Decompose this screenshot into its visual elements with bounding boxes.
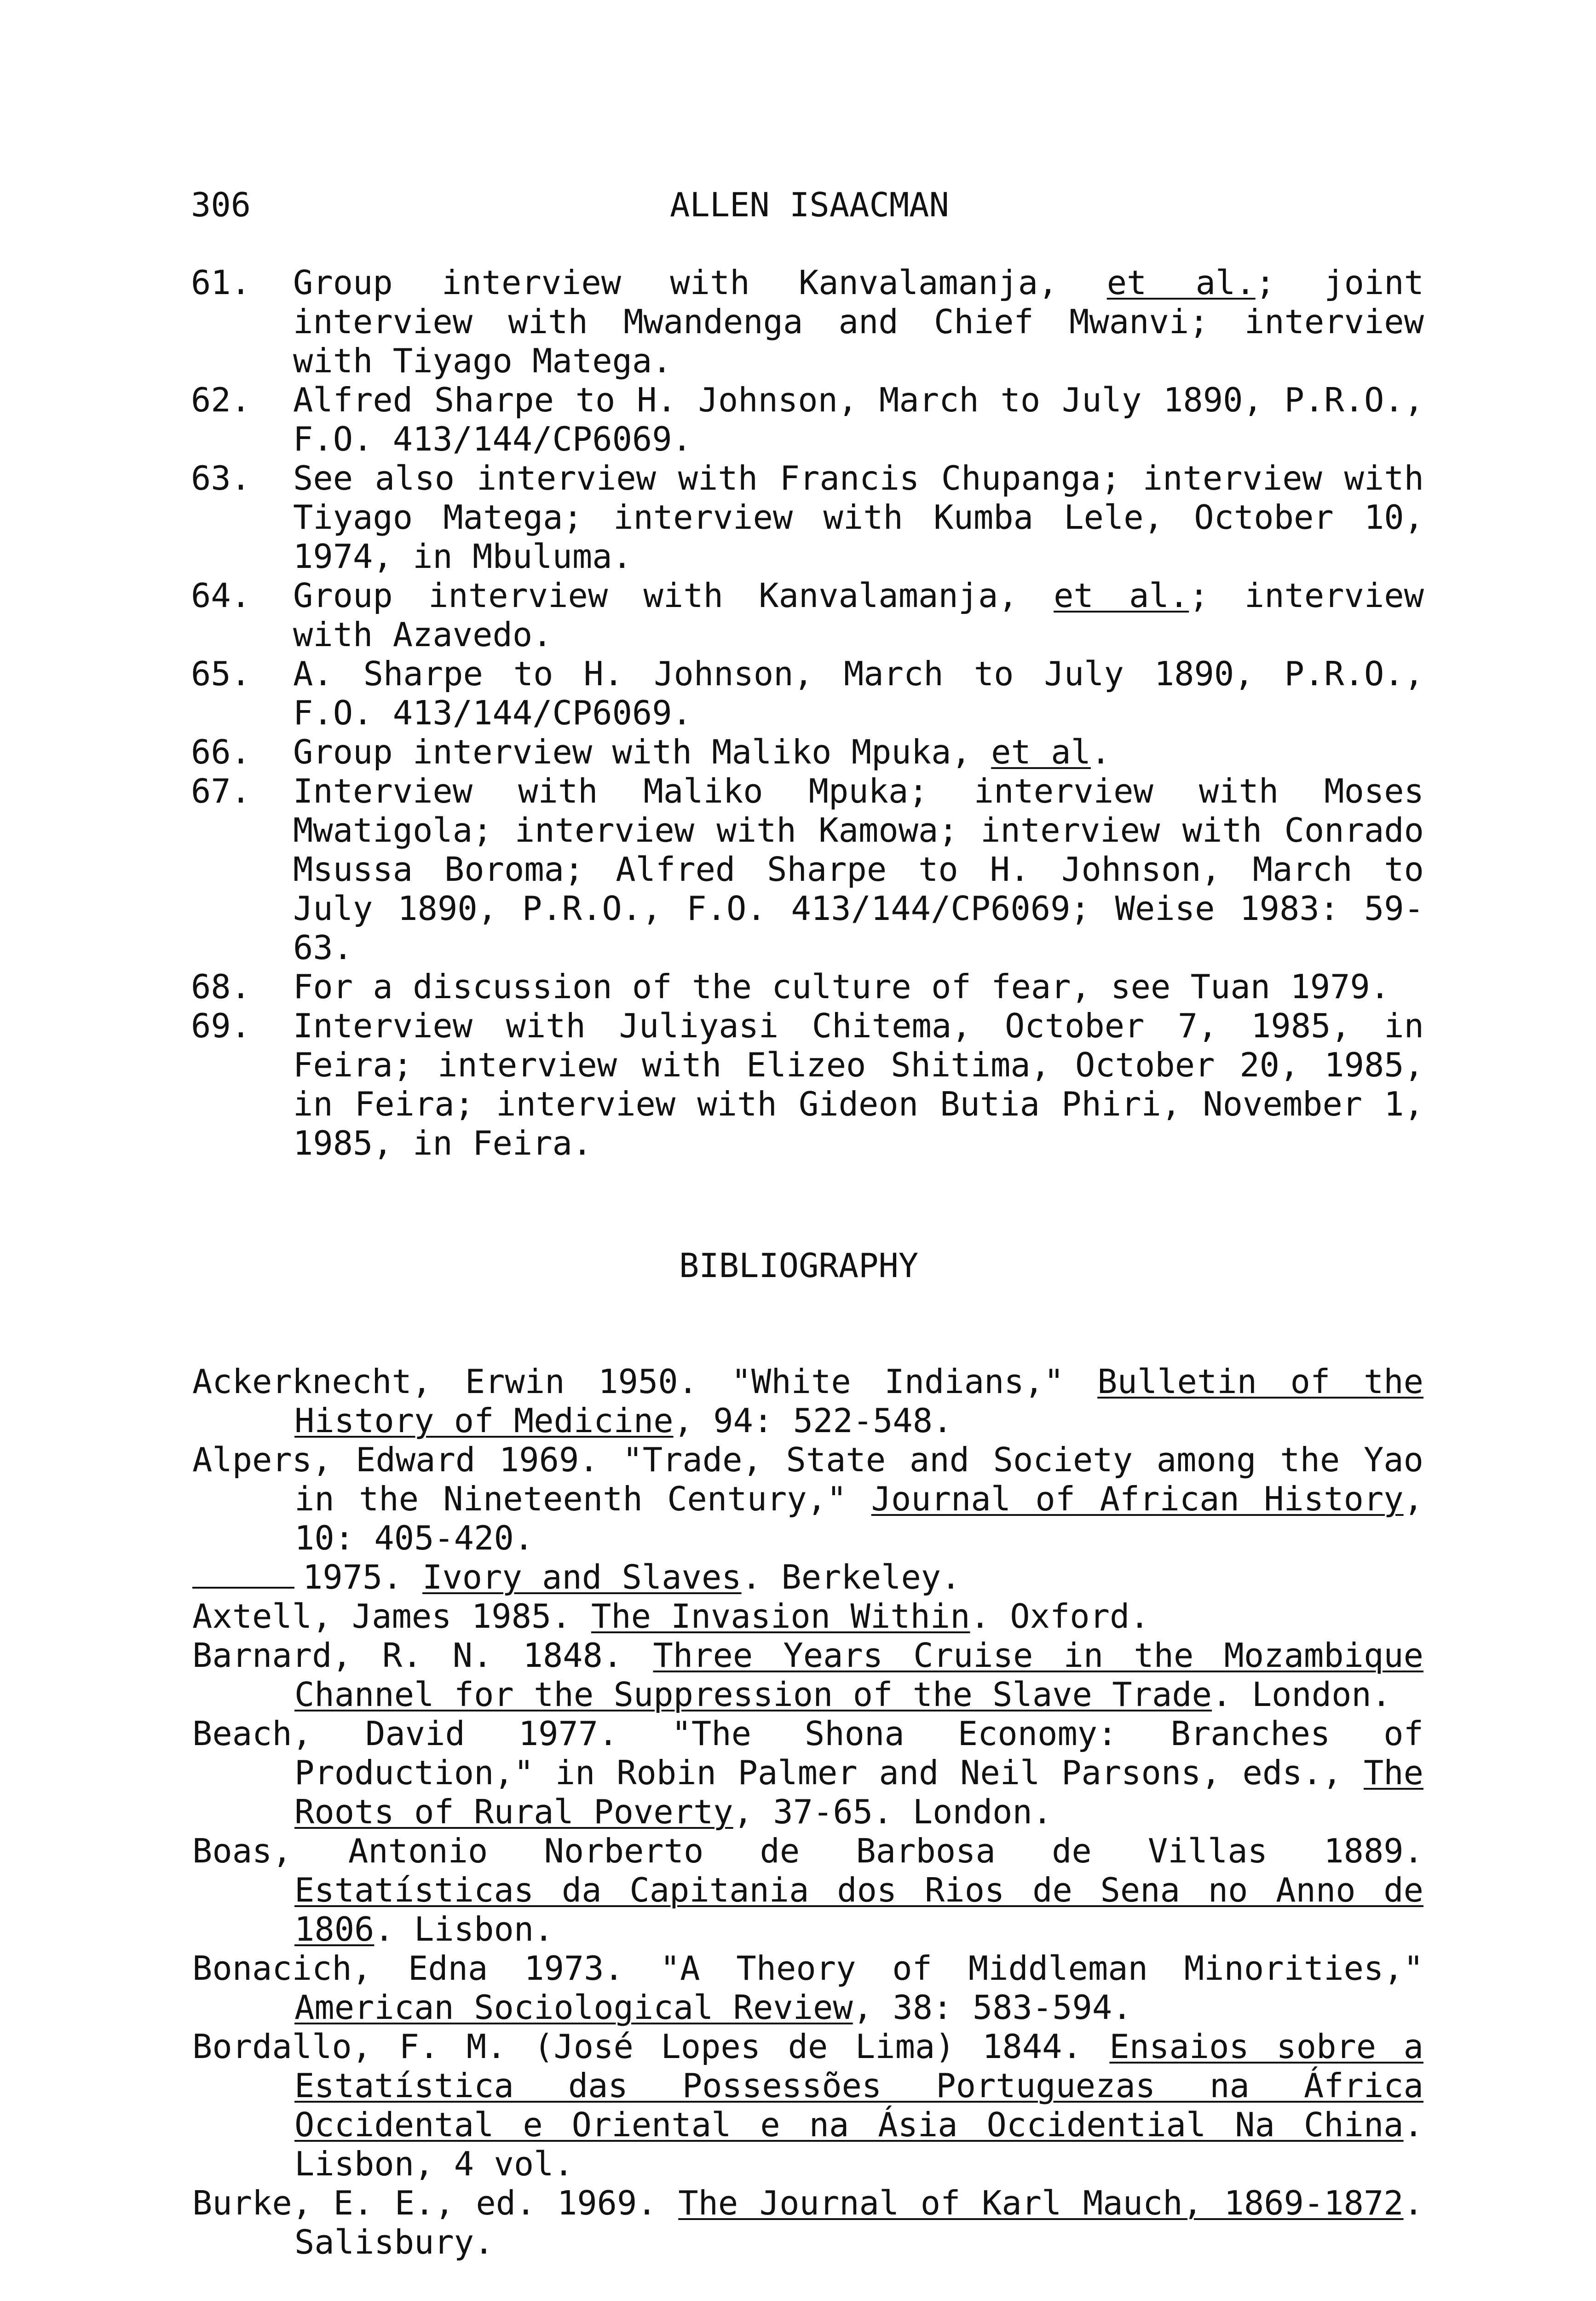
- citation-text: . Salisbury.: [294, 2184, 1423, 2261]
- bibliography-entry: [192, 1362, 1423, 1440]
- citation-title: The Roots of Rural Poverty: [294, 1753, 1423, 1831]
- citation-text: 1975.: [303, 1558, 423, 1596]
- endnote-number: 68.: [191, 967, 251, 1006]
- endnote: [191, 654, 1424, 733]
- citation-text: , 38: 583-594.: [853, 1988, 1132, 2027]
- endnote-italic-text: et al.: [1106, 263, 1256, 302]
- bibliography-entry: [192, 1558, 1423, 1597]
- bibliography-entry: [192, 1714, 1423, 1832]
- endnote: [191, 1006, 1424, 1163]
- endnote-text: See also interview with Francis Chupanga; interview with Tiyago Matega; interview with Kumba Lele, October 10, 1974, in Mbuluma.: [293, 459, 1424, 576]
- citation-text: Bordallo, F. M. (José Lopes de Lima) 1844.: [192, 2027, 1110, 2066]
- citation-text: , 10: 405-420.: [294, 1480, 1423, 1557]
- endnote: [191, 263, 1424, 381]
- bibliography-entry: [192, 2184, 1423, 2262]
- bibliography-entry: [192, 1832, 1423, 1949]
- bibliography-list: [192, 1362, 1423, 2262]
- endnote-number: 63.: [191, 459, 251, 497]
- endnote-text: Group interview with Kanvalamanja,: [293, 576, 1054, 615]
- running-head: ALLEN ISAACMAN: [670, 185, 949, 224]
- endnote-text: ; joint interview with Mwandenga and Chief Mwanvi; interview with Tiyago Matega.: [293, 263, 1424, 380]
- citation-title: Bulletin of the History of Medicine: [294, 1362, 1423, 1440]
- endnote-text: ; interview with Azavedo.: [293, 576, 1424, 654]
- endnote: [191, 576, 1424, 654]
- endnote-number: 66.: [191, 733, 251, 771]
- endnote: [191, 381, 1424, 459]
- endnote-number: 64.: [191, 576, 251, 615]
- endnote: [191, 459, 1424, 576]
- endnotes-list: [191, 263, 1424, 1163]
- citation-title: Journal of African History: [871, 1480, 1404, 1518]
- citation-text: Ackerknecht, Erwin 1950. "White Indians,": [192, 1362, 1098, 1401]
- endnote-number: 69.: [191, 1006, 251, 1045]
- citation-text: Bonacich, Edna 1973. "A Theory of Middleman Minorities,": [192, 1949, 1423, 1988]
- citation-title: The Invasion Within: [591, 1597, 970, 1636]
- endnote-number: 65.: [191, 654, 251, 693]
- citation-text: , 94: 522-548.: [673, 1401, 953, 1440]
- citation-text: , 37-65. London.: [733, 1792, 1053, 1831]
- endnote-text: Group interview with Kanvalamanja,: [293, 263, 1107, 302]
- endnote-text: Interview with Maliko Mpuka; interview with Moses Mwatigola; interview with Kamowa; interview with Conrado Msussa Boroma; Alfred Sharpe to H. Johnson, March to July 1890, P.R.O., F.O. 413/144/CP6069; Weise 1983: 59-63.: [293, 772, 1424, 967]
- endnote-number: 61.: [191, 263, 251, 302]
- citation-text: . Lisbon, 4 vol.: [294, 2105, 1423, 2183]
- citation-title: American Sociological Review: [294, 1988, 853, 2027]
- endnote-text: Alfred Sharpe to H. Johnson, March to July 1890, P.R.O., F.O. 413/144/CP6069.: [293, 381, 1424, 458]
- citation-title: Ensaios sobre a Estatística das Possessões Portuguezas na África Occidental e Oriental e na Ásia Occidential Na China: [294, 2027, 1424, 2144]
- page-number: 306: [191, 185, 251, 224]
- same-author-rule: [192, 1561, 294, 1589]
- endnote: [191, 772, 1424, 967]
- endnote-number: 62.: [191, 381, 251, 419]
- endnote: [191, 967, 1424, 1006]
- citation-text: Alpers, Edward 1969. "Trade, State and Society among the Yao in the Nineteenth Century,": [192, 1440, 1423, 1518]
- citation-title: Estatísticas da Capitania dos Rios de Sena no Anno de 1806: [294, 1871, 1423, 1948]
- citation-text: . Lisbon.: [374, 1910, 554, 1948]
- endnote: [191, 733, 1424, 772]
- citation-text: Axtell, James 1985.: [192, 1597, 591, 1636]
- citation-text: Burke, E. E., ed. 1969.: [192, 2184, 679, 2222]
- endnote-italic-text: et al: [991, 733, 1091, 771]
- endnote-text: Interview with Juliyasi Chitema, October 7, 1985, in Feira; interview with Elizeo Shitima, October 20, 1985, in Feira; interview with Gideon Butia Phiri, November 1, 1985, in Feira.: [293, 1006, 1424, 1162]
- endnote-text: A. Sharpe to H. Johnson, March to July 1890, P.R.O., F.O. 413/144/CP6069.: [293, 654, 1424, 732]
- bibliography-entry: [192, 1636, 1423, 1714]
- citation-title: The Journal of Karl Mauch, 1869-1872: [678, 2184, 1404, 2222]
- citation-text: . Berkeley.: [741, 1558, 961, 1596]
- endnote-text: .: [1090, 733, 1111, 771]
- citation-title: Ivory and Slaves: [422, 1558, 742, 1596]
- bibliography-entry: [192, 1949, 1423, 2027]
- bibliography-entry: [192, 1440, 1423, 1558]
- citation-text: Boas, Antonio Norberto de Barbosa de Villas 1889.: [192, 1832, 1423, 1870]
- citation-text: Barnard, R. N. 1848.: [192, 1636, 653, 1675]
- citation-title: Three Years Cruise in the Mozambique Channel for the Suppression of the Slave Trade: [294, 1636, 1423, 1714]
- citation-text: . Oxford.: [970, 1597, 1150, 1636]
- bibliography-title: BIBLIOGRAPHY: [679, 1246, 919, 1285]
- citation-text: Beach, David 1977. "The Shona Economy: Branches of Production," in Robin Palmer and Neil Parsons, eds.,: [192, 1714, 1423, 1792]
- endnote-text: For a discussion of the culture of fear, see Tuan 1979.: [293, 967, 1390, 1006]
- endnote-number: 67.: [191, 772, 251, 810]
- bibliography-entry: [192, 2027, 1423, 2184]
- citation-text: . London.: [1212, 1675, 1392, 1714]
- endnote-text: Group interview with Maliko Mpuka,: [293, 733, 991, 771]
- endnote-italic-text: et al.: [1054, 576, 1189, 615]
- bibliography-entry: [192, 1597, 1423, 1636]
